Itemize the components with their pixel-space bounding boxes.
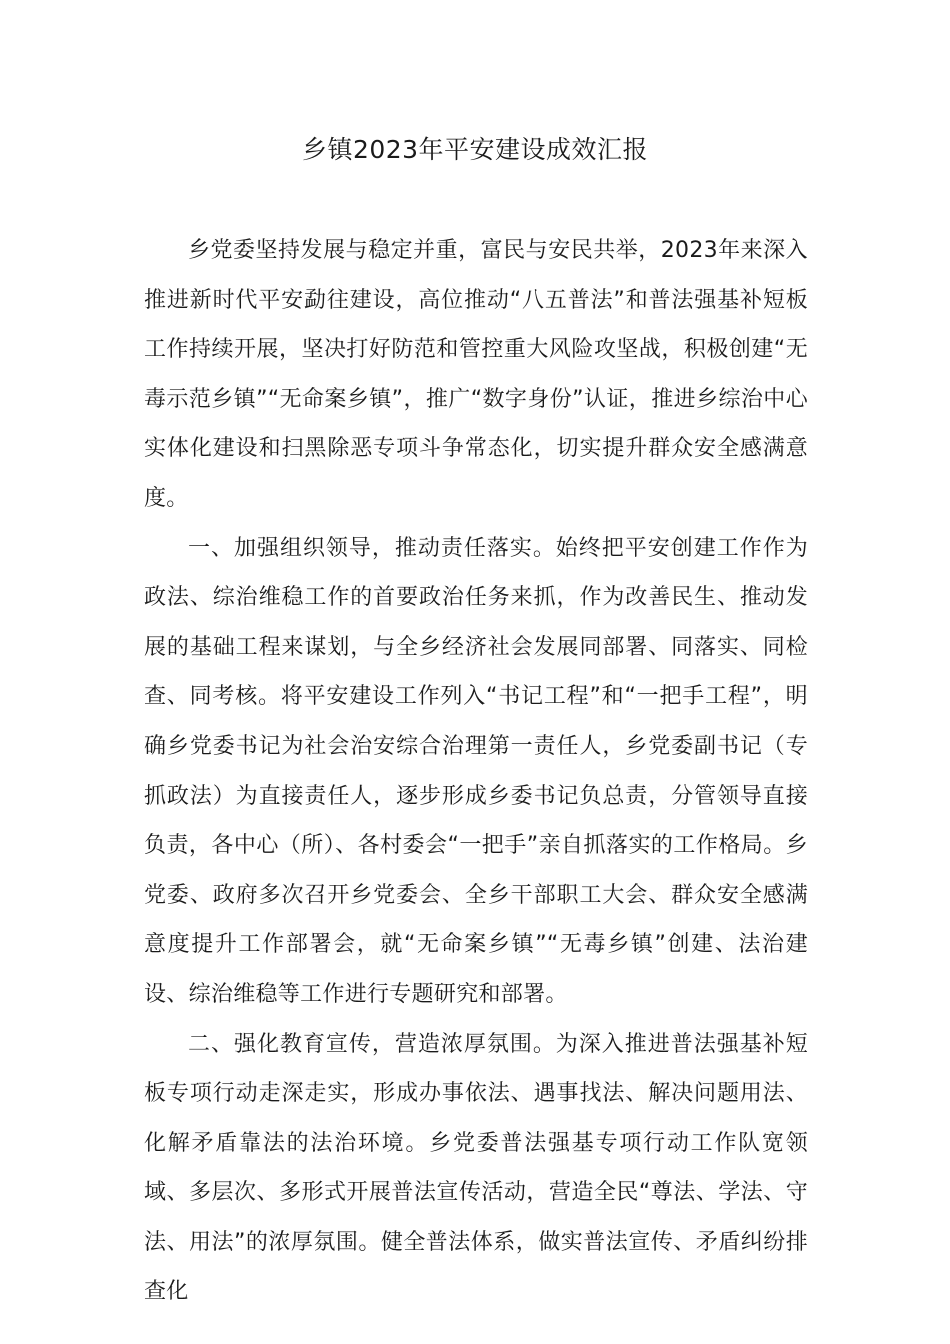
document-title: 乡镇2023年平安建设成效汇报	[301, 135, 649, 164]
section-two-paragraph: 二、强化教育宣传，营造浓厚氛围。为深入推进普法强基补短板专项行动走深走实，形成办事依法、遇事找法、解决问题用法、化解矛盾靠法的法治环境。乡党委普法强基专项行动工作队宽领域、多层次、多形式开展普法宣传活动，营造全民“尊法、学法、守法、用法”的浓厚氛围。健全普法体系，做实普法宣传、矛盾纠纷排查化	[144, 1031, 808, 1305]
section-one-paragraph: 一、加强组织领导，推动责任落实。始终把平安创建工作作为政法、综治维稳工作的首要政治任务来抓，作为改善民生、推动发展的基础工程来谋划，与全乡经济社会发展同部署、同落实、同检查、同考核。将平安建设工作列入“书记工程”和“一把手工程”，明确乡党委书记为社会治安综合治理第一责任人，乡党委副书记（专抓政法）为直接责任人，逐步形成乡委书记负总责，分管领导直接负责，各中心（所）、各村委会“一把手”亲自抓落实的工作格局。乡党委、政府多次召开乡党委会、全乡干部职工大会、群众安全感满意度提升工作部署会，就“无命案乡镇”“无毒乡镇”创建、法治建设、综治维稳等工作进行专题研究和部署。	[144, 535, 808, 1007]
document-body	[144, 226, 808, 1317]
intro-paragraph: 乡党委坚持发展与稳定并重，富民与安民共举，2023年来深入推进新时代平安勐往建设，高位推动“八五普法”和普法强基补短板工作持续开展，坚决打好防范和管控重大风险攻坚战，积极创建“无毒示范乡镇”“无命案乡镇”，推广“数字身份”认证，推进乡综治中心实体化建设和扫黑除恶专项斗争常态化，切实提升群众安全感满意度。	[144, 238, 808, 511]
